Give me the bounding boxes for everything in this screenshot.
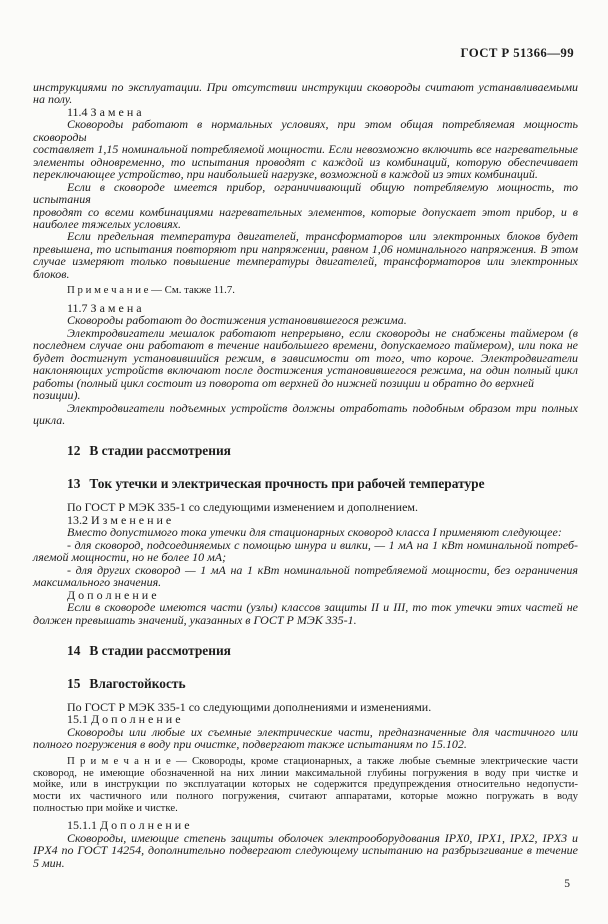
paragraph <box>33 726 578 751</box>
text-line: элементы одновременно, то испытания проводят с каждой из комбинаций, которую обеспечивает <box>33 154 578 169</box>
paragraph <box>33 526 578 538</box>
paragraph <box>33 601 578 626</box>
text-line: проводят со всеми комбинациями нагревательных элементов, которые допускает этот прибор, и в <box>33 204 578 219</box>
text-line: полностью при мойке и чистке. <box>33 801 178 814</box>
subsection-label: 15.1 Д о п о л н е н и е <box>67 712 181 727</box>
text-line: Если в сковороде имеются части (узлы) классов защиты II и III, то ток утечки этих частей не <box>67 600 578 615</box>
text-line: мойке, или в инструкции по эксплуатации которых не содержится предупреждения относительно недопусти- <box>33 778 578 791</box>
section-number: 15 <box>67 676 81 692</box>
text-line: Сковороды работают в нормальных условиях, при этом общая потребляемая мощность сковороды <box>33 117 578 144</box>
text-line: наиболее тяжелых условиях. <box>33 216 181 231</box>
text-line: должен превышать значений, указанных в ГОСТ Р МЭК 335-1. <box>33 612 357 627</box>
paragraph <box>33 539 578 564</box>
text-line: цикла. <box>33 413 66 428</box>
text-line: П р и м е ч а н и е — См. также 11.7. <box>67 284 235 297</box>
note-paragraph <box>33 756 578 815</box>
text-line: полного погружения в воду при очистке, подвергают также испытаниям по 15.102. <box>33 737 467 752</box>
paragraph <box>33 181 578 231</box>
text-line: П р и м е ч а н и е — Сковороды, кроме стационарных, а также любые съемные электрические части <box>67 754 578 767</box>
text-line: инструкциями по эксплуатации. При отсутствии инструкции сковороды считают устанавливаемыми <box>33 80 578 94</box>
text-line: сковород, не имеющие обозначенной на них линии максимальной глубины погружения в воду при чистке и <box>33 766 578 779</box>
text-line: Если предельная температура двигателей, трансформаторов или электронных блоков будет <box>67 229 578 244</box>
text-line: Электродвигатели подъемных устройств должны отработать подобным образом три полных <box>67 400 578 415</box>
text-line: IPX4 по ГОСТ 14254, дополнительно подвергают следующему испытанию на разбрызгивание в течение <box>33 843 578 858</box>
text-line: блоков. <box>33 266 70 281</box>
paragraph <box>33 81 578 106</box>
subsection-label: Д о п о л н е н и е <box>67 587 157 602</box>
page-number: 5 <box>564 878 570 891</box>
note-paragraph <box>33 285 578 297</box>
text-line: Сковороды, имеющие степень защиты оболочек электрооборудования IPX0, IPX1, IPX2, IPX3 и <box>67 830 578 845</box>
subsection-label: 15.1.1 Д о п о л н е н и е <box>67 818 190 833</box>
subsection-label: 11.4 З а м е н а <box>67 104 142 119</box>
text-line: По ГОСТ Р МЭК 335-1 со следующими изменением и дополнением. <box>67 500 418 515</box>
text-line: максимального значения. <box>33 575 162 590</box>
section-title: Влагостойкость <box>89 676 186 692</box>
text-line: составляет 1,15 номинальной потребляемой мощности. Если невозможно включить все нагревательные <box>33 142 578 157</box>
section-heading <box>33 443 578 459</box>
section-number: 13 <box>67 476 81 492</box>
text-line: Если в сковороде имеется прибор, ограничивающий общую потребляемую мощность, то испытания <box>33 179 578 207</box>
paragraph <box>33 832 578 869</box>
gost-header: ГОСТ Р 51366—99 <box>460 46 574 60</box>
text-line: наклоняющих устройств включают после достижения установившегося режима, на один полный цикл <box>33 363 578 378</box>
section-heading <box>33 476 578 492</box>
paragraph <box>33 327 578 402</box>
page-content <box>33 46 578 890</box>
text-line: на полу. <box>33 92 73 107</box>
document-body <box>33 81 578 869</box>
paragraph <box>33 564 578 589</box>
paragraph <box>33 402 578 427</box>
paragraph <box>33 118 578 180</box>
section-title: Ток утечки и электрическая прочность при рабочей температуре <box>89 476 485 492</box>
section-number: 14 <box>67 643 81 659</box>
section-title: В стадии рассмотрения <box>89 443 231 459</box>
text-line: будет достигнут установившийся режим, в зависимости от того, что короче. Электродвигатели <box>33 350 578 365</box>
text-line: Электродвигатели мешалок работают непрерывно, если сковороды не снабжены таймером (в <box>67 325 578 340</box>
section-title: В стадии рассмотрения <box>89 643 231 659</box>
text-line: - для сковород, подсоединяемых с помощью шнура и вилки, — 1 мА на 1 кВт номинальной потреб- <box>67 537 578 552</box>
text-line: Вместо допустимого тока утечки для стационарных сковород класса I применяют следующее: <box>67 525 562 540</box>
text-line: Сковороды или любые их съемные электрические части, предназначенные для частичного или <box>67 724 578 739</box>
text-line: переключающее устройство, при наибольшей нагрузке, возможной в каждой из этих комбинаций. <box>33 167 538 182</box>
text-line: 5 мин. <box>33 855 65 870</box>
section-heading <box>33 676 578 692</box>
text-line: Сковороды работают до достижения установившегося режима. <box>67 313 407 328</box>
section-heading <box>33 643 578 659</box>
section-number: 12 <box>67 443 81 459</box>
paragraph <box>33 314 578 326</box>
text-line: мости их частичного или полного погружения, считают аппаратами, которые можно погружать в воду <box>33 789 578 802</box>
text-line: - для других сковород — 1 мА на 1 кВт номинальной потребляемой мощности, без ограничения <box>67 562 578 577</box>
text-line: случае измеряют только повышение температуры двигателей, трансформаторов или электронных <box>33 254 578 269</box>
subsection-label: 11.7 З а м е н а <box>67 300 142 315</box>
subsection-label: 13.2 И з м е н е н и е <box>67 512 172 527</box>
text-line: превышена, то испытания повторяют при напряжении, равном 1,06 номинального напряжения. В этом <box>33 241 578 256</box>
paragraph <box>33 230 578 280</box>
text-line: работы (полный цикл состоит из поворота от верхней до нижней позиции и обратно до верхней позиции). <box>33 375 535 403</box>
text-line: По ГОСТ Р МЭК 335-1 со следующими дополнениями и изменениями. <box>67 700 432 715</box>
text-line: ляемой мощности, но не более 10 мА; <box>33 550 227 565</box>
text-line: последнем случае они работают в течение наибольшего времени, допускаемого таймером), или пока не <box>33 338 578 353</box>
